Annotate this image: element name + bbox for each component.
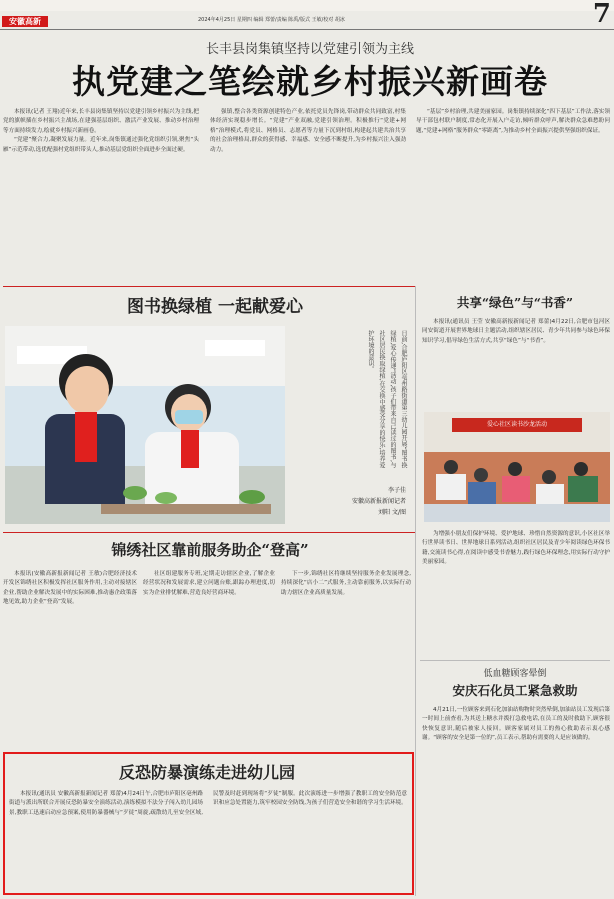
reading-photo xyxy=(424,412,610,522)
child-body xyxy=(536,484,564,506)
kids-photo xyxy=(5,326,285,524)
child-head xyxy=(574,462,588,476)
lead-col1-para: 本报讯(记者 王翔)近年来,长丰县岗集镇坚持以党建引领乡村振兴为主线,把党的旗帜插在乡村振兴主战场,在建强基层组织、激活产业发展、推动乡村治理等方面持续发力,绘就乡村振兴新画卷。 xyxy=(3,109,199,134)
child-body xyxy=(436,474,466,500)
lead-col2-para: 强镇,整合各类资源创建特色产业,依托党员先锋岗,带动群众共同致富,村集体经济实现稳步增长。“党建”产业双融,党建引领治理。积极推行“党建+网格”治理模式,将党员、网格员、志愿者等力量下沉到村组,构建起共建共治共享的社会治理格局,群众的获得感、幸福感、安全感不断提升,为乡村振兴注入强劲动力。 xyxy=(210,109,406,153)
lead-subtitle: 长丰县岗集镇坚持以党建引领为主线 xyxy=(205,42,414,57)
child-head xyxy=(542,470,556,484)
plant-icon xyxy=(239,490,265,504)
section-divider xyxy=(3,532,415,533)
community-col3-para: 下一步,锦绣社区将继续坚持服务企业发展理念,持续深化“店小二”式服务,主动靠前服务,以实际行动助力辖区企业高质量发展。 xyxy=(281,571,411,596)
boy-face xyxy=(65,366,109,414)
lead-column-2 xyxy=(210,108,406,276)
section-tag: 安徽高新 xyxy=(2,16,48,27)
child-body xyxy=(568,476,598,502)
girl-mask xyxy=(175,410,203,424)
date-meta: 2024年4月25日 星期四 编辑 郑蕾/责编 陈禹/版式 王敏/校对 胡冰 xyxy=(198,17,345,23)
header-strip xyxy=(0,0,614,11)
book-swap-caption: 日前,合肥庐阳区亳州路街道第三幼儿园开展“图书换绿植,爱心传递”活动,孩子们带来自己读过的图书,与社区居民换取绿植,在交换中感受分享的快乐,培养爱护环境的意识。 xyxy=(367,330,407,468)
section-divider xyxy=(420,660,610,661)
lead-column-1 xyxy=(3,108,199,276)
signer-credit: 刘阳 文/图 xyxy=(378,509,406,516)
drill-para: 本报讯(通讯员 安徽高新报新闻记者 郑蕾)4月24日午,合肥市庐阳区亳州路街道与派出所联合开展反恐防暴安全演练活动,演练模拟不法分子闯入幼儿园场景,教职工迅速启动应急预案,使用防暴器械与“歹徒”周旋,疏散幼儿至安全区域,民警及时赶到现场将“歹徒”制服。此次演练进一步增强了教职工的安全防范意识和应急处置能力,筑牢校园安全防线,为孩子们营造安全和谐的学习生活环境。 xyxy=(9,791,407,816)
header-rule xyxy=(0,29,614,30)
community-column-2 xyxy=(143,570,275,742)
boy-red-scarf xyxy=(75,412,97,462)
photo-window xyxy=(205,340,265,356)
lead-column-3 xyxy=(416,108,610,276)
lead-col1-para-b: “党建”聚合力,凝聚发展力量。近年来,岗集镇通过强化党组织引领,聚焦“头雁”示范带动,选优配强村党组织带头人,推动基层党组织全面进步全面过硬。 xyxy=(3,137,199,153)
drill-text xyxy=(9,790,407,890)
section-divider xyxy=(3,286,415,287)
page-number: 7 xyxy=(592,0,611,29)
green-book-para: 本报讯(通讯员 王莹 安徽高新报新闻记者 郑蕾)4月22日,合肥市包河区同安街道开展世界地球日主题活动,组织辖区居民、青少年共同参与绿色环保知识学习,倡导绿色生活方式,共享“绿色”与“书香”。 xyxy=(422,319,610,344)
community-col1-para: 本报讯(安徽高新报新闻记者 王敏)合肥经济技术开发区锦绣社区积极发挥社区服务作用,主动对接辖区企业,帮助企业解决发展中的实际困难,推动惠企政策落地见效,助力企业“登高”发展。 xyxy=(3,571,137,606)
lead-col3-para: “基层”乡村治理,共建美丽家园。岗集镇持续深化“四下基层”工作法,落实领导干部包村联户制度,常态化开展入户走访,倾听群众呼声,解决群众急难愁盼问题,“党建+网格”服务群众“零距离”,为推动乡村全面振兴提供坚强组织保证。 xyxy=(416,109,610,134)
photo-floor xyxy=(424,504,610,522)
signer-role: 安徽高新报新闻记者 xyxy=(351,498,406,505)
plant-tray xyxy=(101,504,271,514)
drill-title: 反恐防暴演练走进幼儿园 xyxy=(118,763,295,782)
rescue-text xyxy=(422,706,610,896)
child-head xyxy=(444,460,458,474)
child-head xyxy=(508,462,522,476)
child-head xyxy=(474,468,488,482)
column-divider xyxy=(415,286,416,896)
community-column-1 xyxy=(3,570,137,742)
community-col2-para: 社区组建服务专班,定期走访辖区企业,了解企业经营状况和发展需求,建立问题台账,跟踪办理进度,切实为企业排忧解难,营造良好营商环境。 xyxy=(143,571,275,596)
green-book-text-2 xyxy=(422,530,610,652)
child-body xyxy=(468,482,496,506)
green-book-para-2: 为增强小朋友们保护环境、爱护地球、珍惜自然资源的意识,小区社区举行世界读书日、世界地球日系列活动,组织社区居民及青少年阅读绿色环保书籍,交流读书心得,在阅读中感受书香魅力,践行绿色环保理念,用实际行动守护美丽家园。 xyxy=(422,531,610,566)
rescue-title: 安庆石化员工紧急救助 xyxy=(452,683,578,698)
plant-icon xyxy=(155,492,177,504)
photo-banner: 爱心社区读书沙龙活动 xyxy=(452,418,582,432)
signer-name: 李子佳 xyxy=(387,487,406,494)
green-book-text xyxy=(422,318,610,410)
girl-red-scarf xyxy=(181,430,199,468)
rescue-para: 4月21日,一位顾客来到石化加油站购物时突然晕倒,加油站员工发现后第一时间上前查看,为其送上糖水并拨打急救电话,在员工的及时救助下,顾客很快恢复意识,随后被家人接回。顾客家属对员工的热心救助表示衷心感谢。“顾客的安全是第一位的”,员工表示,帮助有需要的人是应该做的。 xyxy=(422,707,610,742)
community-column-3 xyxy=(281,570,411,742)
green-book-title: 共享“绿色”与“书香” xyxy=(456,295,574,310)
child-body xyxy=(502,476,530,502)
lead-title: 执党建之笔绘就乡村振兴新画卷 xyxy=(72,62,548,101)
rescue-kicker: 低血糖顾客晕倒 xyxy=(483,669,547,679)
book-swap-title: 图书换绿植 一起献爱心 xyxy=(127,297,303,317)
community-title: 锦绣社区靠前服务助企“登高” xyxy=(111,541,309,559)
plant-icon xyxy=(123,486,147,500)
